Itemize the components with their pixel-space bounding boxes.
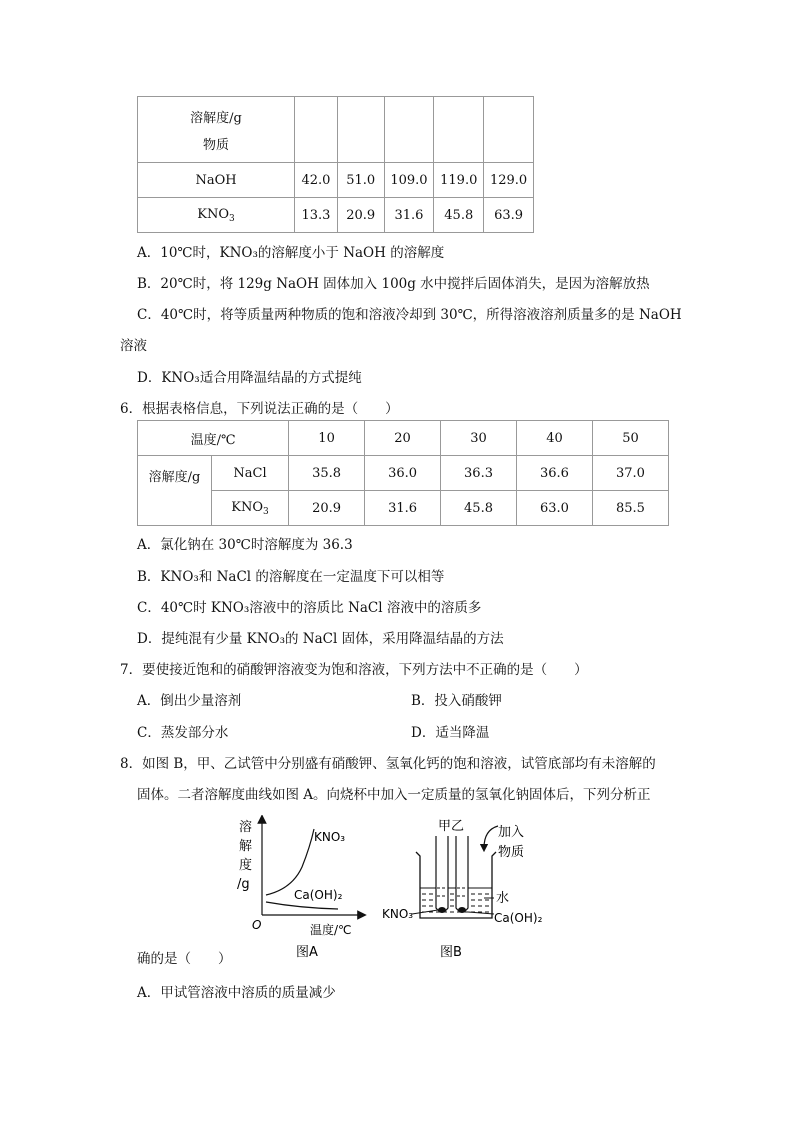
table2-cell: 31.6	[365, 491, 441, 526]
figure-a-kno3-label: KNO₃	[314, 830, 346, 844]
table1-header-line2: 物质	[203, 137, 230, 153]
figure-b-kno3-solid	[438, 907, 446, 913]
table1-cell: 51.0	[337, 163, 384, 198]
table1-cell: 63.9	[484, 198, 534, 233]
figure-b-add-label-2: 物质	[498, 845, 525, 860]
table1-cell: 31.6	[384, 198, 434, 233]
figure-a-solubility-curves	[230, 815, 370, 965]
q7-option-b: B．投入硝酸钾	[411, 693, 502, 709]
table2-cell: 35.8	[289, 456, 365, 491]
table1-blank-cell	[337, 97, 384, 163]
figure-b-add-label-1: 加入	[498, 825, 525, 840]
table1-cell: 42.0	[295, 163, 338, 198]
figure-b-caption: 图B	[440, 945, 462, 960]
figure-b-water-label: 水	[496, 891, 510, 906]
figure-a-kno3-curve	[266, 829, 314, 895]
table2-cell: 37.0	[592, 456, 668, 491]
figure-a-y-label-4: /g	[237, 877, 250, 892]
figure-a-y-label-2: 解	[239, 839, 253, 854]
solubility-table-2	[137, 420, 669, 526]
table1-cell: 45.8	[434, 198, 484, 233]
table1-cell: 13.3	[295, 198, 338, 233]
figure-b-left-label: KNO₃	[382, 907, 414, 921]
table2-row-label: $KNO_3$	[211, 491, 288, 526]
q6-option-d: D．提纯混有少量 KNO₃的 NaCl 固体，采用降温结晶的方法	[137, 631, 504, 647]
table1-header-cell	[138, 97, 295, 163]
table2-temp: 30	[441, 421, 517, 456]
table1-blank-cell	[384, 97, 434, 163]
figure-a-origin: O	[252, 918, 262, 932]
table1-cell: 119.0	[434, 163, 484, 198]
figure-a-y-label-1: 溶	[239, 820, 253, 835]
table1-cell: 129.0	[484, 163, 534, 198]
figure-b-beaker-setup	[380, 812, 580, 967]
q7-option-a: A．倒出少量溶剂	[137, 693, 242, 709]
figure-b-tube-yi	[456, 836, 468, 912]
figure-a-caption: 图A	[296, 945, 318, 960]
table1-blank-cell	[484, 97, 534, 163]
figure-b-right-label: Ca(OH)₂	[494, 911, 543, 925]
table2-temp: 40	[517, 421, 593, 456]
q8-stem-line3: 确的是（ ）	[137, 951, 232, 967]
q6-stem: 6．根据表格信息，下列说法正确的是（ ）	[120, 401, 399, 417]
table2-cell: 36.6	[517, 456, 593, 491]
table2-temp: 20	[365, 421, 441, 456]
table1-blank-cell	[295, 97, 338, 163]
figure-a-y-label-3: 度	[239, 858, 253, 873]
table2-temp: 10	[289, 421, 365, 456]
figure-b-tube-jia	[436, 836, 448, 912]
figure-b-add-arrow	[484, 826, 498, 848]
table2-temp: 50	[592, 421, 668, 456]
q6-option-b: B．KNO₃和 NaCl 的溶解度在一定温度下可以相等	[137, 569, 445, 585]
figure-b-left-pointer	[412, 910, 438, 914]
table1-blank-cell	[434, 97, 484, 163]
figure-a-caoh2-label: Ca(OH)₂	[294, 888, 343, 902]
table1-header-line1: 溶解度/g	[190, 110, 242, 126]
solubility-table-1	[137, 96, 534, 233]
table1-row-label: NaOH	[138, 163, 295, 198]
figure-b-caoh2-solid	[458, 907, 466, 913]
table2-cell: 36.0	[365, 456, 441, 491]
table2-cell: 45.8	[441, 491, 517, 526]
figure-b-tube-labels: 甲乙	[438, 819, 465, 834]
q5-option-d: D．KNO₃适合用降温结晶的方式提纯	[137, 370, 362, 386]
q5-option-c: C．40℃时，将等质量两种物质的饱和溶液冷却到 30℃，所得溶液溶剂质量多的是 NaOH	[137, 307, 682, 323]
q5-option-a: A．10℃时，KNO₃的溶解度小于 NaOH 的溶解度	[137, 245, 445, 261]
table2-row-label: NaCl	[211, 456, 288, 491]
figure-a-x-label: 温度/℃	[310, 923, 352, 937]
q5-option-b: B．20℃时，将 129g NaOH 固体加入 100g 水中搅拌后固体消失，是因为溶解放热	[137, 276, 650, 292]
q6-option-c: C．40℃时 KNO₃溶液中的溶质比 NaCl 溶液中的溶质多	[137, 600, 482, 616]
table2-cell: 36.3	[441, 456, 517, 491]
table1-row-label: $KNO_3$	[138, 198, 295, 233]
q7-option-d: D．适当降温	[411, 725, 490, 741]
q7-stem: 7．要使接近饱和的硝酸钾溶液变为饱和溶液，下列方法中不正确的是（ ）	[120, 662, 588, 678]
table2-cell: 20.9	[289, 491, 365, 526]
table1-cell: 20.9	[337, 198, 384, 233]
q7-option-c: C．蒸发部分水	[137, 725, 229, 741]
q8-stem-line2: 固体。二者溶解度曲线如图 A。向烧杯中加入一定质量的氢氧化钠固体后，下列分析正	[137, 787, 651, 803]
q8-option-a: A．甲试管溶液中溶质的质量减少	[137, 985, 336, 1001]
table2-sol-label: 溶解度/g	[138, 456, 212, 526]
q6-option-a: A．氯化钠在 30℃时溶解度为 36.3	[137, 537, 353, 553]
table2-cell: 63.0	[517, 491, 593, 526]
table2-temp-label: 温度/℃	[138, 421, 289, 456]
table2-cell: 85.5	[592, 491, 668, 526]
figure-a-caoh2-curve	[266, 902, 338, 909]
table1-cell: 109.0	[384, 163, 434, 198]
q5-option-c-cont: 溶液	[120, 338, 147, 354]
q8-stem-line1: 8．如图 B，甲、乙试管中分别盛有硝酸钾、氢氧化钙的饱和溶液，试管底部均有未溶解的	[120, 756, 656, 772]
